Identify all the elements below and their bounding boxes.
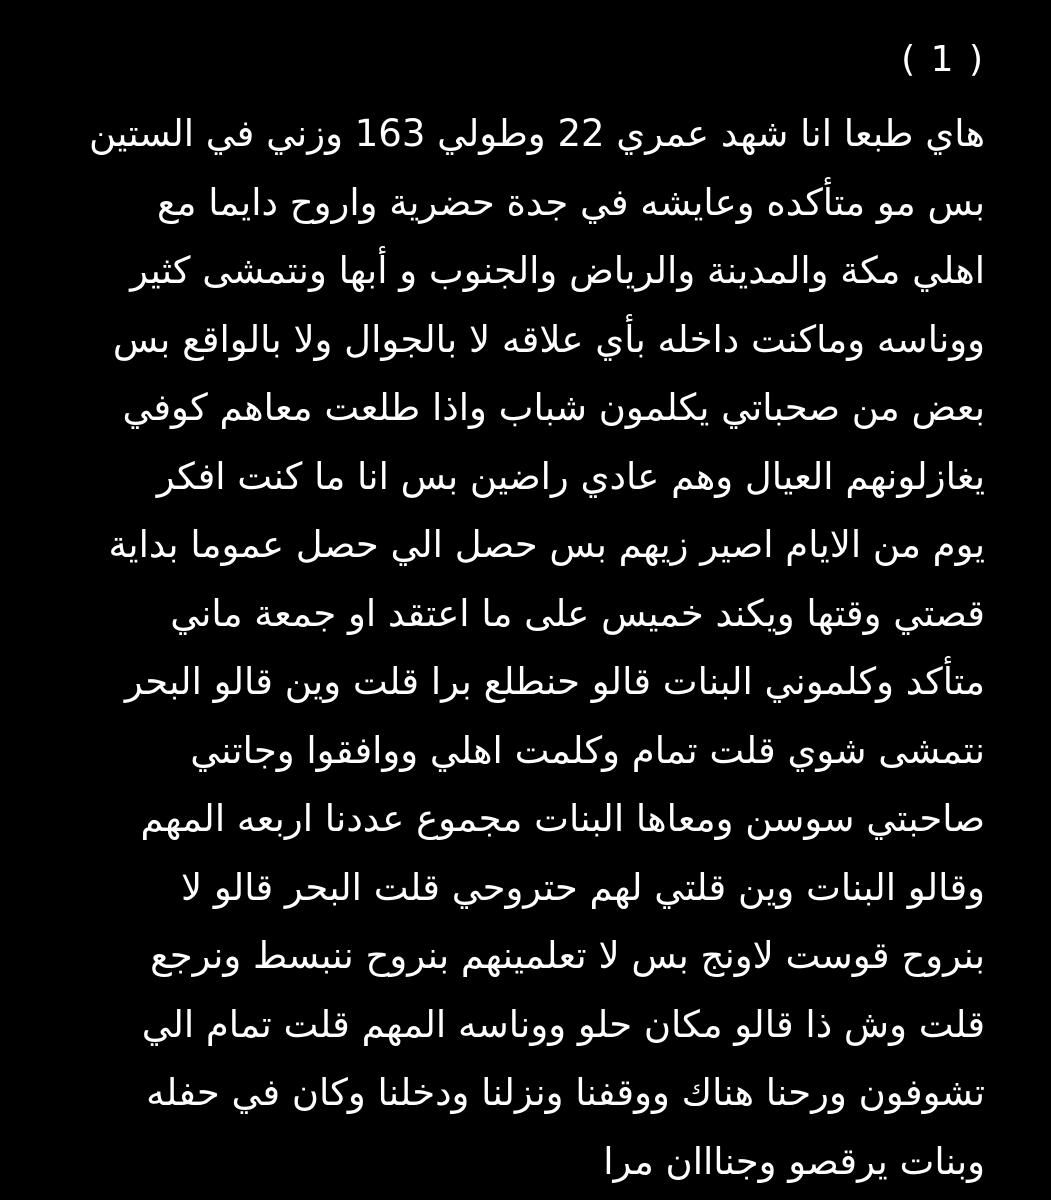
note-body — [45, 100, 985, 1196]
text-line: بعض من صحباتي يكلمون شباب واذا طلعت معاهم كوفي — [122, 386, 985, 429]
part-number: ( 1 ) — [901, 39, 985, 80]
text-line: بنروح قوست لاونج بس لا تعلمينهم بنروح ننبسط ونرجع — [150, 934, 985, 977]
text-line: صاحبتي سوسن ومعاها البنات مجموع عددنا اربعه المهم — [140, 797, 985, 840]
text-line: بس مو متأكده وعايشه في جدة حضرية واروح دايما مع — [156, 180, 985, 224]
text-line: قلت وش ذا قالو مكان حلو ووناسه المهم قلت تمام الي — [141, 1002, 985, 1046]
text-line: قصتي وقتها ويكند خميس على ما اعتقد او جمعة ماني — [170, 591, 985, 635]
text-line: هاي طبعا انا شهد عمري 22 وطولي 163 وزني في الستين — [88, 112, 985, 155]
text-line: وبنات يرقصو وجنااان مرا — [603, 1139, 985, 1183]
text-line: يغازلونهم العيال وهم عادي راضين بس انا ما كنت افكر — [156, 454, 985, 498]
text-line: ووناسه وماكنت داخله بأي علاقه لا بالجوال ولا بالواقع بس — [112, 317, 985, 361]
text-line: اهلي مكة والمدينة والرياض والجنوب و أبها ونتمشى كثير — [130, 249, 985, 292]
text-line: متأكد وكلموني البنات قالو حنطلع برا قلت وين قالو البحر — [124, 660, 985, 703]
text-line: وقالو البنات وين قلتي لهم حتروحي قلت البحر قالو لا — [180, 865, 985, 909]
text-line: نتمشى شوي قلت تمام وكلمت اهلي ووافقوا وجاتني — [190, 728, 985, 772]
text-line: يوم من الايام اصير زيهم بس حصل الي حصل عموما بداية — [108, 523, 985, 566]
text-line: تشوفون ورحنا هناك ووقفنا ونزلنا ودخلنا وكان في حفله — [146, 1071, 985, 1114]
